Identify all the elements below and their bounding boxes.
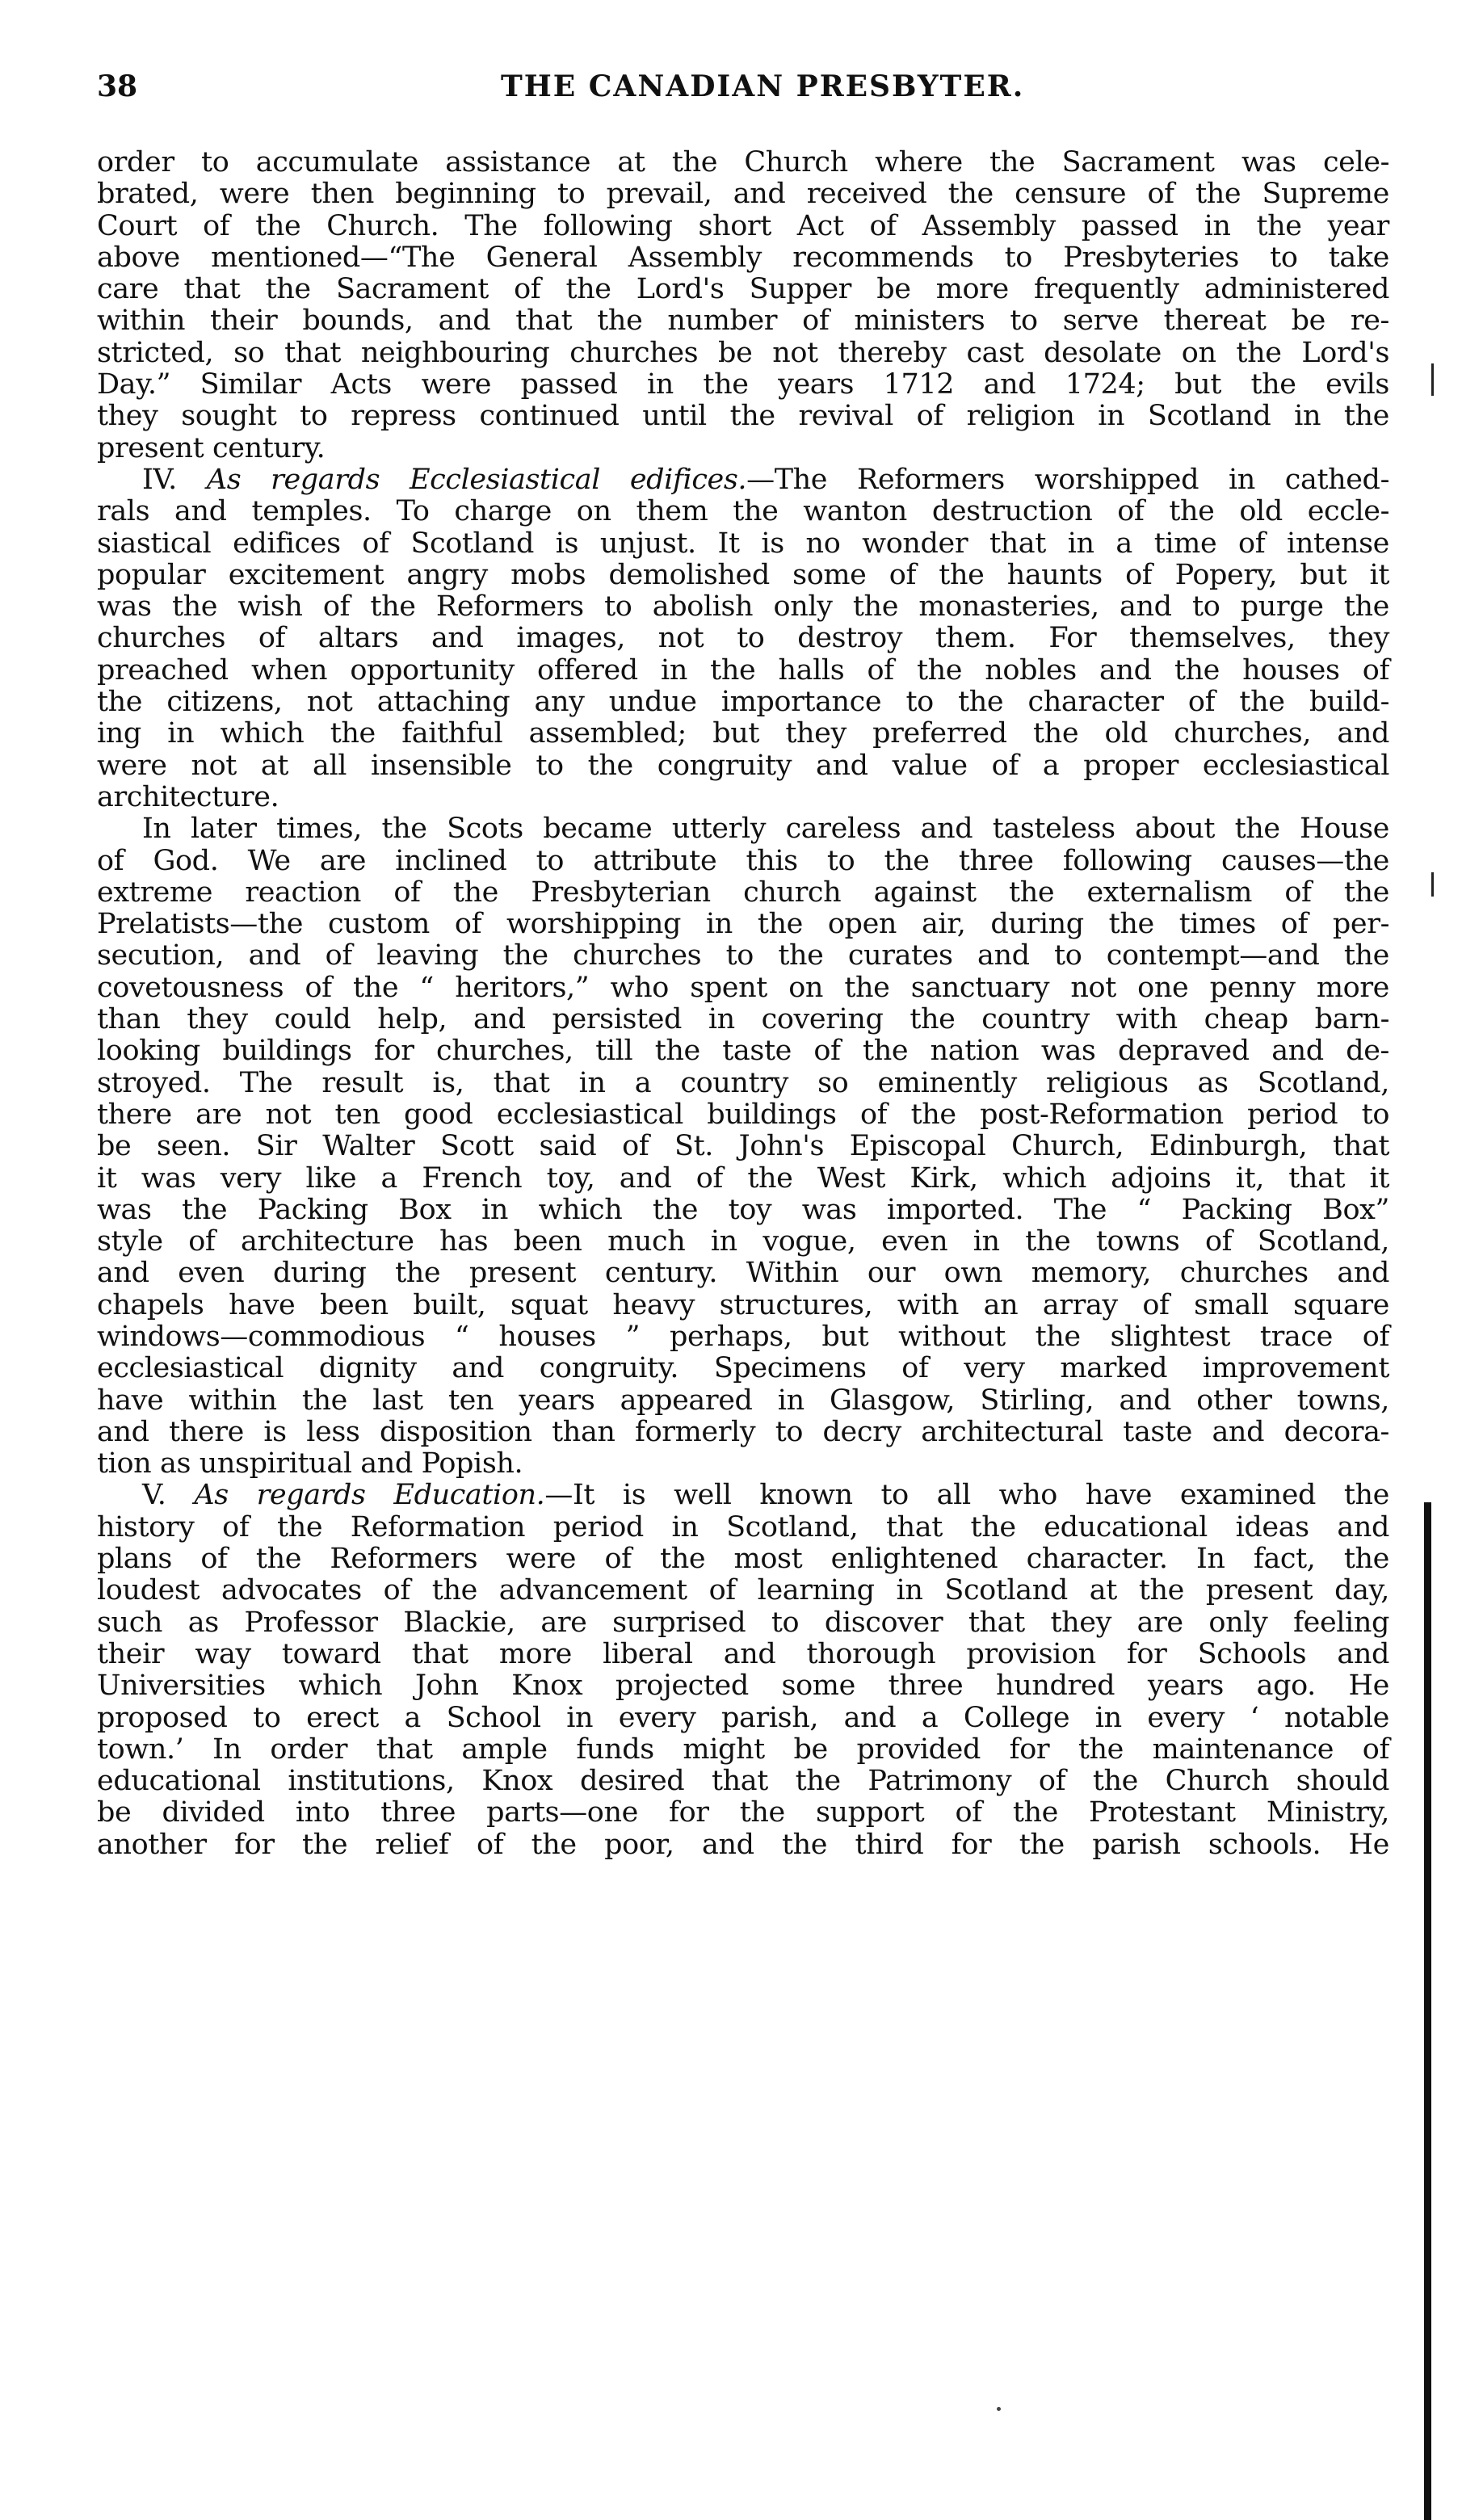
text-line: looking buildings for churches, till the taste of the nation was depraved and de- [97, 1035, 1389, 1068]
text-line: plans of the Reformers were of the most enlightened character. In fact, the [97, 1543, 1389, 1576]
text-line: secution, and of leaving the churches to the curates and to contempt—and the [97, 939, 1389, 972]
text-line: than they could help, and persisted in covering the country with cheap barn- [97, 1003, 1389, 1036]
text-line: was the Packing Box in which the toy was imported. The “ Packing Box” [97, 1193, 1389, 1226]
text-line: stroyed. The result is, that in a country so eminently religious as Scotland, [97, 1066, 1389, 1099]
text-line: and there is less disposition than formerly to decry architectural taste and decora- [97, 1415, 1389, 1448]
text-line: their way toward that more liberal and thorough provision for Schools and [97, 1637, 1389, 1670]
text-line: popular excitement angry mobs demolished some of the haunts of Popery, but it [97, 558, 1389, 591]
page-number: 38 [97, 69, 138, 103]
text-line: within their bounds, and that the number of ministers to serve thereat be re- [97, 304, 1389, 338]
text-line: Universities which John Knox projected some three hundred years ago. He [97, 1670, 1389, 1703]
text-line: rals and temples. To charge on them the wanton destruction of the old eccle- [97, 495, 1389, 528]
text-line: town.’ In order that ample funds might be provided for the maintenance of [97, 1732, 1389, 1766]
text-line: educational institutions, Knox desired that the Patrimony of the Church should [97, 1765, 1389, 1798]
text-line: history of the Reformation period in Scotland, that the educational ideas and [97, 1510, 1389, 1544]
text-line: siastical edifices of Scotland is unjust. It is no wonder that in a time of intense [97, 527, 1389, 560]
ink-speck [997, 2407, 1001, 2411]
text-line: present century. [97, 431, 326, 464]
text-line: tion as unspiritual and Popish. [97, 1447, 523, 1480]
text-line: they sought to repress continued until the revival of religion in Scotland in the [97, 400, 1389, 433]
text-line: Court of the Church. The following short Act of Assembly passed in the year [97, 209, 1389, 242]
text-line: churches of altars and images, not to destroy them. For themselves, they [97, 622, 1389, 655]
text-line: loudest advocates of the advancement of learning in Scotland at the present day, [97, 1574, 1389, 1607]
section-numeral: V. [142, 1479, 166, 1512]
text-line: such as Professor Blackie, are surprised to discover that they are only feeling [97, 1606, 1389, 1639]
text-line: ecclesiastical dignity and congruity. Specimens of very marked improvement [97, 1352, 1389, 1385]
text-line: above mentioned—“The General Assembly recommends to Presbyteries to take [97, 241, 1389, 274]
margin-speck [1431, 872, 1434, 897]
text-line: windows—commodious “ houses ” perhaps, but without the slightest trace of [97, 1320, 1389, 1353]
text-line: Prelatists—the custom of worshipping in the open air, during the times of per- [97, 908, 1389, 941]
text-line: proposed to erect a School in every parish, and a College in every ‘ notable [97, 1701, 1389, 1734]
section-title: As regards Education. [194, 1479, 545, 1512]
text-line: extreme reaction of the Presbyterian church against the externalism of the [97, 876, 1389, 909]
text-line: have within the last ten years appeared in Glasgow, Stirling, and other towns, [97, 1384, 1389, 1417]
text-line: order to accumulate assistance at the Church where the Sacrament was cele- [97, 146, 1389, 178]
text-line: architecture. [97, 780, 279, 813]
text-line: be seen. Sir Walter Scott said of St. John's Episcopal Church, Edinburgh, that [97, 1130, 1389, 1163]
text-line [97, 1861, 1389, 1892]
text-line: In later times, the Scots became utterly careless and tasteless about the House [142, 813, 1389, 846]
text-line: style of architecture has been much in vogue, even in the towns of Scotland, [97, 1225, 1389, 1258]
text-line: and even during the present century. Within our own memory, churches and [97, 1257, 1389, 1290]
text-line: be divided into three parts—one for the support of the Protestant Ministry, [97, 1796, 1389, 1829]
section-lead-text: —It is well known to all who have examined the [544, 1479, 1389, 1512]
text-line: chapels have been built, squat heavy structures, with an array of small square [97, 1288, 1389, 1321]
page-header [97, 69, 1389, 118]
section-numeral: IV. [142, 463, 177, 496]
body-text [97, 147, 1389, 1892]
section-heading-iv [97, 464, 1389, 496]
text-line: were not at all insensible to the congruity and value of a proper ecclesiastical [97, 749, 1389, 782]
section-heading-v [97, 1480, 1389, 1511]
binding-edge-shadow [1424, 1502, 1431, 2520]
text-line: ing in which the faithful assembled; but they preferred the old churches, and [97, 717, 1389, 750]
section-lead-text: —The Reformers worshipped in cathed- [746, 463, 1389, 496]
text-line: there are not ten good ecclesiastical buildings of the post-Reformation period to [97, 1098, 1389, 1131]
text-line: Day.” Similar Acts were passed in the years 1712 and 1724; but the evils [97, 368, 1389, 401]
section-title: As regards Ecclesiastical edifices. [206, 463, 747, 496]
text-line: preached when opportunity offered in the halls of the nobles and the houses of [97, 653, 1389, 687]
text-line: stricted, so that neighbouring churches be not thereby cast desolate on the Lord's [97, 336, 1389, 369]
text-line: covetousness of the “ heritors,” who spent on the sanctuary not one penny more [97, 971, 1389, 1004]
text-line: brated, were then beginning to prevail, and received the censure of the Supreme [97, 178, 1389, 211]
running-head: THE CANADIAN PRESBYTER. [501, 69, 1025, 103]
margin-speck [1431, 363, 1434, 396]
text-line: the citizens, not attaching any undue importance to the character of the build- [97, 686, 1389, 719]
text-line: of God. We are inclined to attribute this to the three following causes—the [97, 844, 1389, 877]
text-line: care that the Sacrament of the Lord's Supper be more frequently administered [97, 273, 1389, 306]
text-line: another for the relief of the poor, and the third for the parish schools. He [97, 1828, 1389, 1861]
text-line: it was very like a French toy, and of the West Kirk, which adjoins it, that it [97, 1161, 1389, 1195]
text-line: was the wish of the Reformers to abolish only the monasteries, and to purge the [97, 590, 1389, 624]
